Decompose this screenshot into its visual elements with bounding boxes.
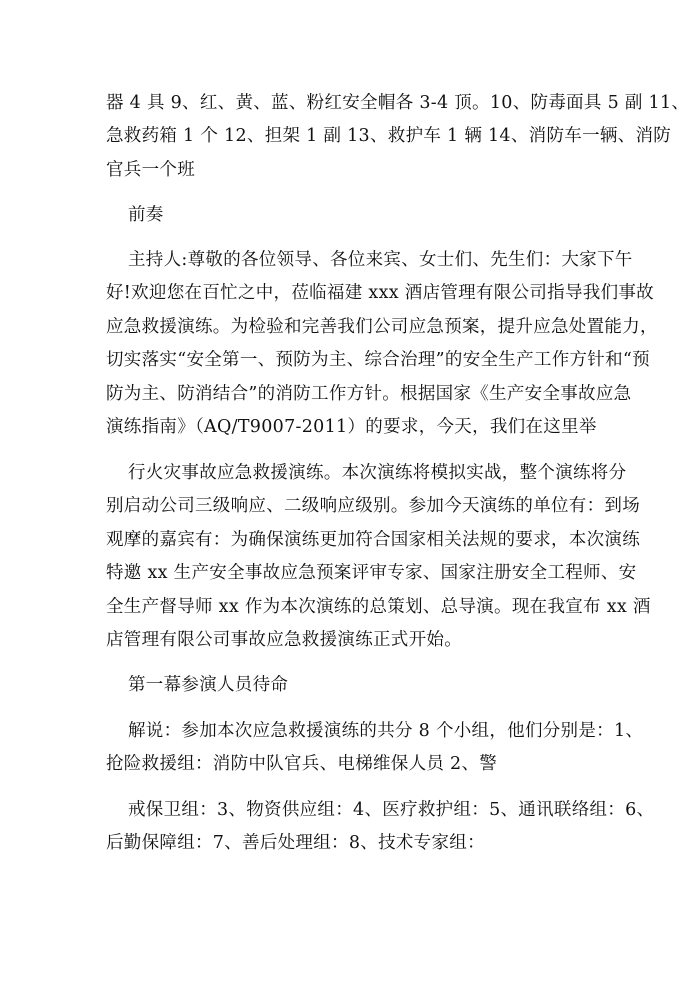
text-line: 行火灾事故应急救援演练。本次演练将模拟实战，整个演练将分 [128, 463, 627, 483]
text-line: 好!欢迎您在百忙之中，莅临福建 xxx 酒店管理有限公司指导我们事故 [106, 283, 654, 303]
text-line: 特邀 xx 生产安全事故应急预案评审专家、国家注册安全工程师、安 [106, 563, 637, 583]
text-line: 店管理有限公司事故应急救援演练正式开始。 [106, 630, 462, 650]
text-line: 器 4 具 9、红、黄、蓝、粉红安全帽各 3-4 顶。10、防毒面具 5 副 11、 [106, 93, 690, 113]
text-line: 切实落实“安全第一、预防为主、综合治理”的安全生产工作方针和“预 [106, 350, 650, 370]
text-line: 后勤保障组：7、善后处理组：8、技术专家组： [106, 833, 485, 853]
text-line: 应急救援演练。为检验和完善我们公司应急预案，提升应急处置能力， [106, 317, 658, 337]
text-line: 观摩的嘉宾有：为确保演练更加符合国家相关法规的要求，本次演练 [106, 530, 640, 550]
section-heading: 前奏 [128, 205, 164, 225]
text-line: 解说：参加本次应急救援演练的共分 8 个小组，他们分别是：1、 [128, 721, 644, 741]
text-line: 防为主、防消结合”的消防工作方针。根据国家《生产安全事故应急 [106, 384, 632, 404]
text-line: 抢险救援组：消防中队官兵、电梯维保人员 2、警 [106, 754, 498, 774]
text-line: 戒保卫组：3、物资供应组：4、医疗救护组：5、通讯联络组：6、 [128, 800, 655, 820]
text-line: 全生产督导师 xx 作为本次演练的总策划、总导演。现在我宣布 xx 酒 [106, 597, 651, 617]
section-heading: 第一幕参演人员待命 [128, 675, 289, 695]
text-line: 官兵一个班 [106, 160, 195, 180]
text-line: 主持人:尊敬的各位领导、各位来宾、女士们、先生们：大家下午 [128, 250, 633, 270]
text-line: 演练指南》（AQ/T9007-2011）的要求，今天，我们在这里举 [106, 417, 597, 437]
text-line: 别启动公司三级响应、二级响应级别。参加今天演练的单位有：到场 [106, 496, 640, 516]
text-line: 急救药箱 1 个 12、担架 1 副 13、救护车 1 辆 14、消防车一辆、消防 [106, 126, 672, 146]
